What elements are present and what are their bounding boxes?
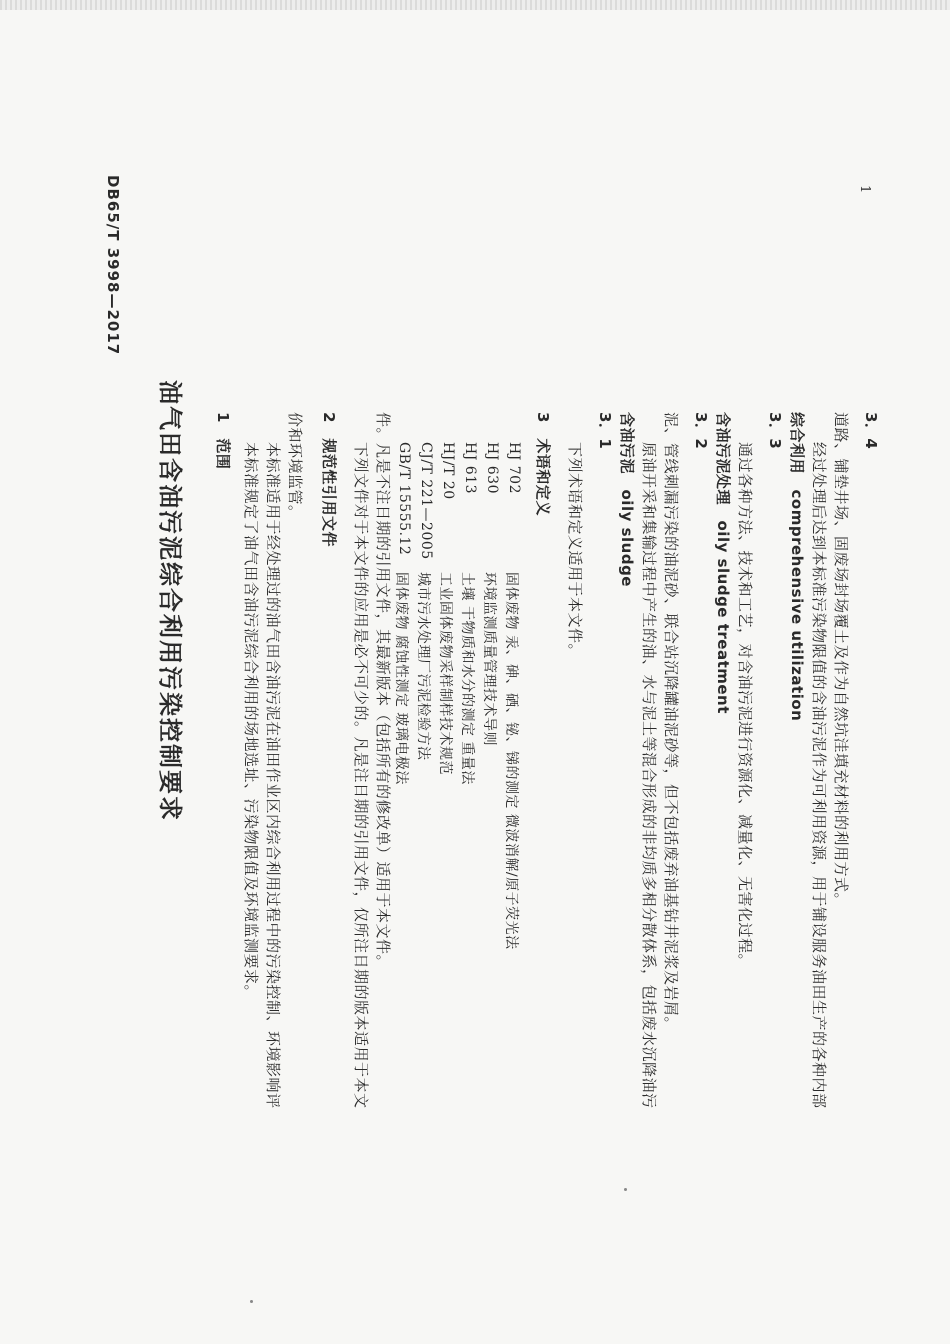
term-definition-line: 原油开采和集输过程中产生的油、水与泥土等混合形成的非均质多相分散体系，包括废水沉降油污 (640, 442, 658, 1109)
reference-code: GB/T 15555.12 (396, 442, 412, 556)
section-2-heading: 2 规范性引用文件 (320, 412, 338, 547)
section-1-heading: 1 范围 (214, 412, 232, 470)
document-title: 油气田含油污泥综合利用污染控制要求 (156, 380, 184, 822)
section-1-line: 本标准规定了油气田含油污泥综合利用的场地选址、污染物限值及环境监测要求。 (242, 442, 260, 1001)
section-2-line: 件。凡是不注日期的引用文件，其最新版本（包括所有的修改单）适用于本文件。 (374, 412, 392, 971)
term-definition-line: 通过各种方法、技术和工艺，对含油污泥进行资源化、减量化、无害化过程。 (736, 442, 754, 970)
term-definition-line: 经过处理后达到本标准污染物限值的含油污泥作为可利用资源，用于铺设服务油田生产的各种内部 (810, 442, 828, 1109)
reference-title: 环境监测质量管理技术导则 (481, 572, 497, 746)
section-2-line: 下列文件对于本文件的应用是必不可少的。凡是注日期的引用文件，仅所注日期的版本适用于本文 (352, 442, 370, 1109)
section-1-line: 价和环境监管。 (286, 412, 304, 521)
term-number: 3．3 (766, 412, 784, 450)
reference-title: 土壤 干物质和水分的测定 重量法 (459, 572, 475, 785)
section-3-intro: 下列术语和定义适用于本文件。 (566, 442, 584, 660)
reference-code: CJ/T 221—2005 (418, 442, 434, 560)
term-name: 综合利用 comprehensive utilization (788, 412, 806, 722)
reference-title: 工业固体废物采样制样技术规范 (437, 572, 453, 775)
page-number: 1 (857, 185, 872, 194)
term-definition-line: 道路、铺垫井场、固废场封场覆土及作为自然坑洼填充材料的利用方式。 (832, 412, 850, 909)
reference-title: 城市污水处理厂污泥检验方法 (415, 572, 431, 761)
reference-code: HJ/T 20 (440, 442, 456, 500)
reference-title: 固体废物 汞、砷、硒、铋、锑的测定 微波消解/原子荧光法 (503, 572, 519, 950)
term-number: 3．1 (596, 412, 614, 450)
reference-code: HJ 702 (506, 442, 522, 494)
term-number: 3．4 (862, 412, 880, 450)
reference-code: HJ 613 (462, 442, 478, 494)
term-number: 3．2 (692, 412, 710, 450)
section-1-line: 本标准适用于经处理过的油气田含油污泥在油田作业区内综合利用过程中的污染控制、环境影响评 (264, 442, 282, 1109)
term-name: 含油污泥 oily sludge (618, 412, 636, 587)
term-name: 含油污泥处理 oily sludge treatment (714, 412, 732, 714)
standard-number: DB65/T 3998—2017 (104, 175, 122, 356)
reference-code: HJ 630 (484, 442, 500, 494)
section-3-heading: 3 术语和定义 (534, 412, 552, 516)
reference-title: 固体废物 腐蚀性测定 玻璃电极法 (393, 572, 409, 785)
term-definition-line: 泥、管线刺漏污染的油泥砂、联合站沉降罐油泥砂等，但不包括废弃油基钻井泥浆及岩屑。 (662, 412, 680, 1033)
